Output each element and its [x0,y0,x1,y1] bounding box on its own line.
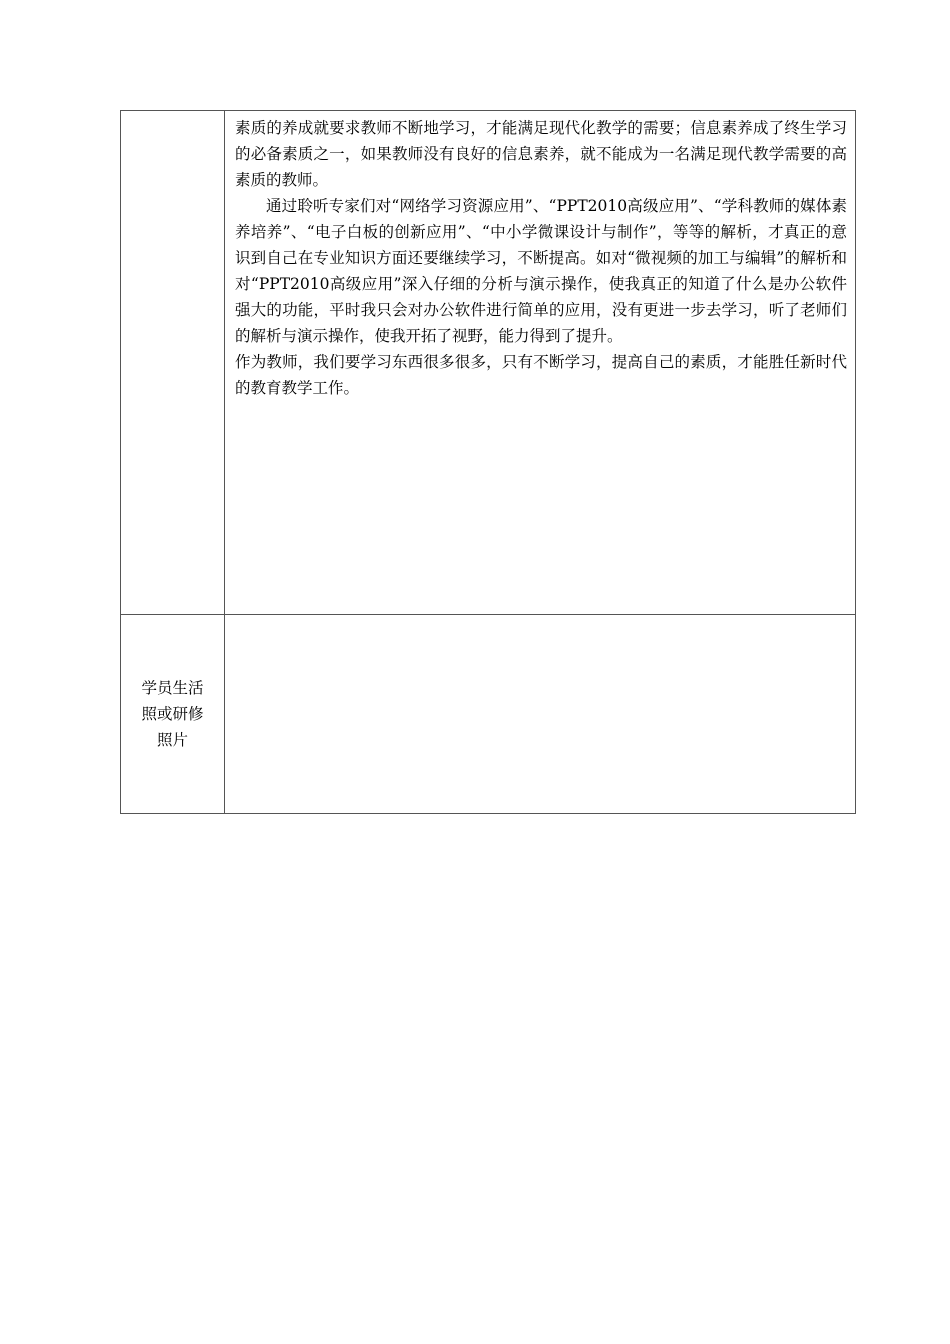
photo-label-line: 照片 [156,731,188,749]
reflection-row [121,111,856,615]
photo-row [121,615,856,814]
photo-label-line: 照或研修 [141,705,204,723]
photo-label-line: 学员生活 [141,679,204,697]
photo-content-cell [225,615,856,814]
reflection-label-cell [121,111,225,615]
reflection-paragraph: 素质的养成就要求教师不断地学习，才能满足现代化教学的需要；信息素养成了终生学习的必备素质之一，如果教师没有良好的信息素养，就不能成为一名满足现代教学需要的高素质的教师。 [235,119,847,189]
reflection-paragraph: 作为教师，我们要学习东西很多很多，只有不断学习，提高自己的素质，才能胜任新时代的教育教学工作。 [235,353,847,397]
reflection-paragraph: 通过聆听专家们对“网络学习资源应用”、“PPT2010高级应用”、“学科教师的媒体素养培养”、“电子白板的创新应用”、“中小学微课设计与制作”，等等的解析，才真正的意识到自己在专业知识方面还要继续学习，不断提高。如对“微视频的加工与编辑”的解析和对“PPT2010高级应用”深入仔细的分析与演示操作，使我真正的知道了什么是办公软件强大的功能，平时我只会对办公软件进行简单的应用，没有更进一步去学习，听了老师们的解析与演示操作，使我开拓了视野，能力得到了提升。 [235,197,847,345]
report-table [120,110,856,814]
photo-label-cell [121,615,225,814]
reflection-text-cell [225,111,856,615]
